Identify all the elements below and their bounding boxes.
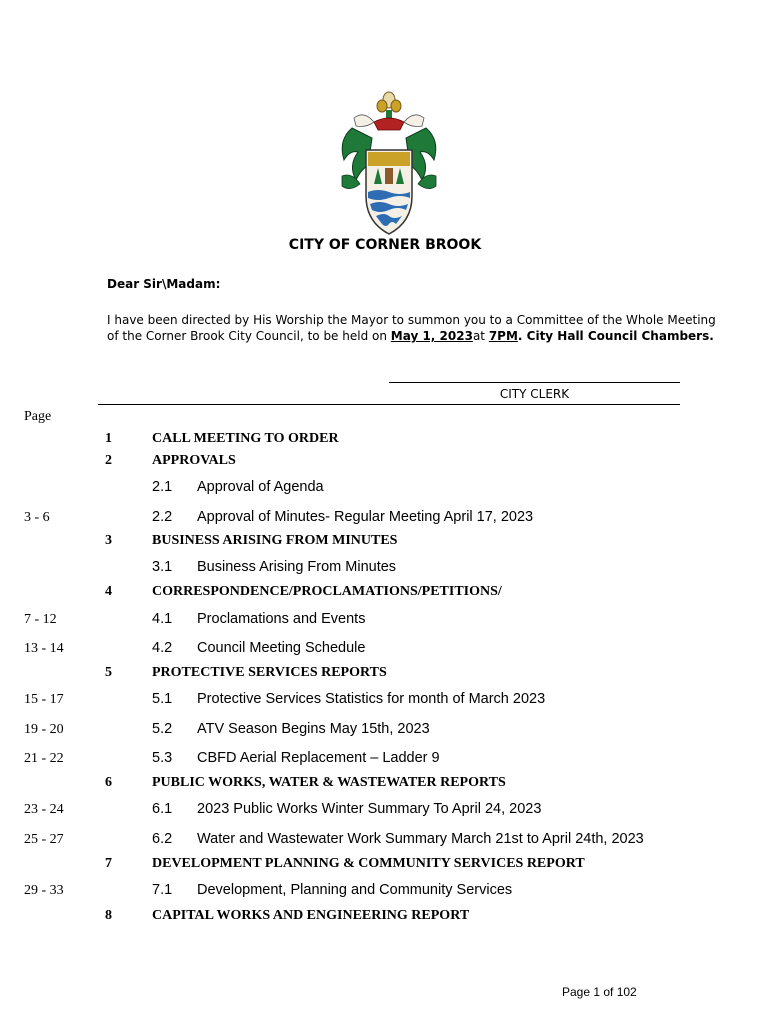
item-number: 2.1 <box>152 479 173 495</box>
city-name-heading: CITY OF CORNER BROOK <box>288 237 482 253</box>
item-pages: 13 - 14 <box>24 641 64 656</box>
item-title: Approval of Minutes- Regular Meeting April 17, 2023 <box>197 509 534 525</box>
item-title: Protective Services Statistics for month of March 2023 <box>197 691 546 707</box>
section-title: PUBLIC WORKS, WATER & WASTEWATER REPORTS <box>152 775 506 790</box>
item-title: 2023 Public Works Winter Summary To April 24, 2023 <box>197 801 542 817</box>
section-title: CAPITAL WORKS AND ENGINEERING REPORT <box>152 908 470 923</box>
item-number: 2.2 <box>152 509 173 525</box>
city-clerk-title: CITY CLERK <box>499 387 570 401</box>
item-number: 6.1 <box>152 801 173 817</box>
item-number: 5.1 <box>152 691 173 707</box>
section-number: 7 <box>105 856 112 871</box>
section-title: PROTECTIVE SERVICES REPORTS <box>152 665 387 680</box>
section-number: 6 <box>105 775 112 790</box>
item-number: 5.2 <box>152 721 173 737</box>
meeting-location: . City Hall Council Chambers. <box>517 329 714 343</box>
section-title: BUSINESS ARISING FROM MINUTES <box>152 533 398 548</box>
item-pages: 25 - 27 <box>24 832 64 847</box>
at-text: at <box>472 329 489 343</box>
item-number: 3.1 <box>152 559 173 575</box>
item-number: 5.3 <box>152 750 173 766</box>
item-title: Water and Wastewater Work Summary March 21st to April 24th, 2023 <box>197 831 644 847</box>
item-pages: 19 - 20 <box>24 722 64 737</box>
section-title: APPROVALS <box>152 453 236 468</box>
agenda-divider <box>98 404 680 405</box>
section-title: DEVELOPMENT PLANNING & COMMUNITY SERVICES REPORT <box>152 856 585 871</box>
item-title: Proclamations and Events <box>197 611 366 627</box>
section-number: 4 <box>105 584 112 599</box>
section-number: 1 <box>105 431 112 446</box>
city-coat-of-arms <box>334 88 444 238</box>
salutation: Dear Sir\Madam: <box>107 277 221 291</box>
section-number: 8 <box>105 908 112 923</box>
section-number: 5 <box>105 665 112 680</box>
item-number: 4.2 <box>152 640 173 656</box>
item-title: CBFD Aerial Replacement – Ladder 9 <box>197 750 440 766</box>
signature-line <box>389 382 680 383</box>
meeting-date: May 1, 2023 <box>390 329 473 343</box>
summons-line-1: I have been directed by His Worship the Mayor to summon you to a Committee of the Whole Meeting <box>107 313 716 327</box>
item-title: Approval of Agenda <box>197 479 324 495</box>
summons-paragraph <box>107 312 716 344</box>
item-pages: 7 - 12 <box>24 612 57 627</box>
item-pages: 15 - 17 <box>24 692 64 707</box>
item-title: Council Meeting Schedule <box>197 640 366 656</box>
summons-line-2 <box>107 328 716 344</box>
page-indicator: Page 1 of 102 <box>562 985 637 999</box>
item-pages: 23 - 24 <box>24 802 64 817</box>
item-title: Business Arising From Minutes <box>197 559 397 575</box>
summons-line-2-prefix: of the Corner Brook City Council, to be held on <box>107 329 391 343</box>
item-number: 4.1 <box>152 611 173 627</box>
section-title: CORRESPONDENCE/PROCLAMATIONS/PETITIONS/ <box>152 584 502 599</box>
item-pages: 21 - 22 <box>24 751 64 766</box>
item-number: 7.1 <box>152 882 173 898</box>
section-title: CALL MEETING TO ORDER <box>152 431 339 446</box>
item-pages: 29 - 33 <box>24 883 64 898</box>
item-number: 6.2 <box>152 831 173 847</box>
item-pages: 3 - 6 <box>24 510 50 525</box>
meeting-time: 7PM <box>488 329 518 343</box>
page-column-header: Page <box>24 409 52 424</box>
section-number: 2 <box>105 453 112 468</box>
item-title: ATV Season Begins May 15th, 2023 <box>197 721 430 737</box>
item-title: Development, Planning and Community Services <box>197 882 513 898</box>
section-number: 3 <box>105 533 112 548</box>
